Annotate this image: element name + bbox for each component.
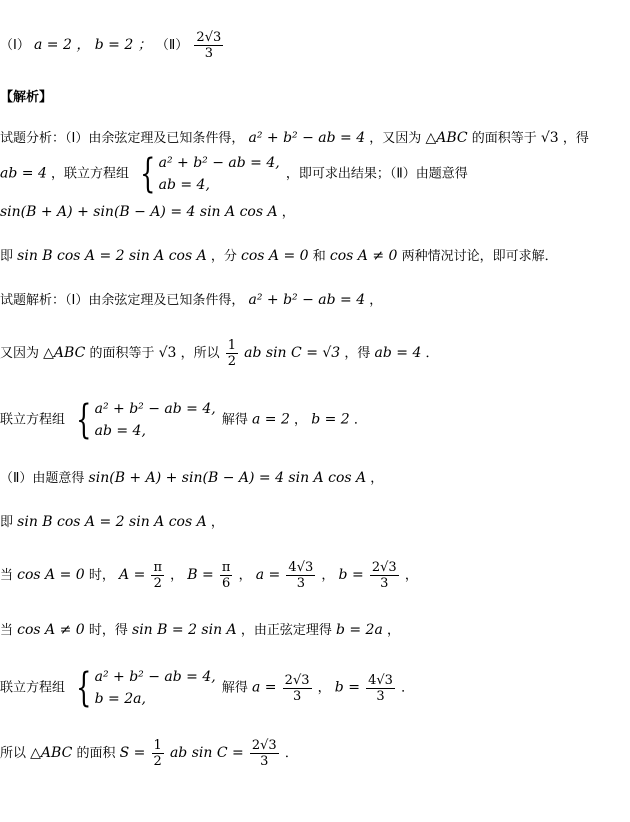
system-eq-1: a² + b² − ab = 4, bbox=[94, 401, 216, 417]
solution-text: ， bbox=[170, 568, 184, 583]
equation: sin(B + A) + sin(B − A) = 4 sin A cos A bbox=[0, 204, 278, 220]
triangle-symbol: △ABC bbox=[30, 745, 73, 761]
equation: B = bbox=[187, 567, 214, 583]
solution-text: ， bbox=[386, 623, 400, 638]
angle-b-fraction bbox=[220, 560, 233, 591]
solution-line-1 bbox=[0, 290, 382, 311]
system-eq-1: a² + b² − ab = 4, bbox=[94, 669, 216, 685]
side-b-fraction bbox=[370, 560, 399, 591]
area-result-fraction bbox=[250, 738, 279, 769]
left-brace-icon: { bbox=[140, 151, 156, 197]
solution-text: ，由正弦定理得 bbox=[240, 623, 332, 638]
equation: sin(B + A) + sin(B − A) = 4 sin A cos A bbox=[88, 470, 367, 486]
equation: b = bbox=[334, 679, 360, 696]
fraction-denominator: 3 bbox=[380, 576, 389, 591]
equation-system bbox=[71, 398, 216, 442]
analysis-text: ， bbox=[281, 205, 295, 220]
solution-text: ， bbox=[370, 471, 384, 486]
fraction-numerator: 2√3 bbox=[371, 560, 397, 575]
analysis-text: 和 bbox=[312, 249, 326, 264]
solution-line-5 bbox=[0, 512, 224, 533]
triangle-symbol: △ABC bbox=[425, 130, 468, 146]
solution-line-3 bbox=[0, 398, 367, 442]
equation: ab = 4 bbox=[0, 165, 47, 182]
fraction-denominator: 2 bbox=[153, 754, 162, 769]
equation: sin B cos A = 2 sin A cos A bbox=[17, 514, 207, 530]
equation: b = bbox=[338, 567, 364, 583]
solution-text: ． bbox=[425, 346, 439, 361]
fraction-numerator: 2√3 bbox=[251, 738, 277, 753]
solution-text: ． bbox=[353, 412, 367, 428]
solution-text: 又因为 bbox=[0, 346, 40, 361]
solution-text: ． bbox=[401, 680, 415, 696]
fraction-numerator: π bbox=[221, 560, 231, 575]
solution-text: ，得 bbox=[344, 346, 371, 361]
analysis-line-4 bbox=[0, 246, 558, 267]
triangle-symbol: △ABC bbox=[43, 345, 86, 361]
solution-text: ． bbox=[284, 746, 298, 761]
fraction-numerator: 2√3 bbox=[196, 30, 222, 45]
solution-text: 联立方程组 bbox=[0, 680, 66, 696]
fraction-numerator: 4√3 bbox=[368, 672, 393, 688]
fraction-numerator: 4√3 bbox=[288, 560, 314, 575]
equation: ab = 4 bbox=[374, 345, 422, 361]
system-eq-2: ab = 4, bbox=[94, 423, 146, 439]
fraction-denominator: 6 bbox=[222, 576, 231, 591]
analysis-line-3 bbox=[0, 202, 295, 223]
solution-line-9 bbox=[0, 738, 298, 769]
analysis-text: 即 bbox=[0, 249, 14, 264]
solution-text: 时，得 bbox=[88, 623, 128, 638]
equation: a = 2 bbox=[252, 411, 290, 428]
analysis-text: ，又因为 bbox=[369, 131, 422, 146]
solution-line-4 bbox=[0, 468, 383, 489]
part2-label: （Ⅱ） bbox=[155, 38, 189, 53]
solution-text: 试题解析：（Ⅰ）由余弦定理及已知条件得， bbox=[0, 293, 245, 308]
equation-system bbox=[135, 152, 280, 196]
left-brace-icon: { bbox=[76, 397, 92, 443]
solution-text: 当 bbox=[0, 568, 14, 583]
solution-text: 联立方程组 bbox=[0, 412, 66, 428]
equation: a = bbox=[255, 567, 281, 583]
solution-line-6 bbox=[0, 560, 418, 591]
fraction-denominator: 3 bbox=[376, 688, 385, 704]
fraction-denominator: 2 bbox=[227, 354, 236, 369]
solution-text: 时， bbox=[88, 568, 115, 583]
equation: b = 2a bbox=[335, 622, 383, 638]
left-brace-icon: { bbox=[76, 665, 92, 711]
solution-text: ， bbox=[210, 515, 224, 530]
sqrt-value: √3 bbox=[540, 130, 559, 146]
analysis-text: ，即可求出结果；（Ⅱ）由题意得 bbox=[285, 166, 468, 182]
solution-text: ，所以 bbox=[180, 346, 220, 361]
equation: cos A = 0 bbox=[241, 248, 309, 264]
system-eq-1: a² + b² − ab = 4, bbox=[158, 155, 280, 171]
equation: a² + b² − ab = 4 bbox=[248, 130, 366, 146]
fraction-numerator: 1 bbox=[153, 738, 162, 753]
solution-text: 解得 bbox=[221, 680, 248, 696]
part2-answer-fraction bbox=[194, 30, 223, 61]
fraction-denominator: 3 bbox=[296, 576, 305, 591]
solution-line-8 bbox=[0, 666, 414, 710]
fraction-denominator: 3 bbox=[292, 688, 302, 704]
equation: cos A ≠ 0 bbox=[17, 622, 85, 638]
side-b-fraction bbox=[366, 673, 395, 704]
analysis-text: ，联立方程组 bbox=[51, 166, 130, 182]
solution-text: ， bbox=[369, 293, 383, 308]
analysis-text: ，分 bbox=[210, 249, 237, 264]
solution-text: 的面积等于 bbox=[89, 346, 155, 361]
fraction-numerator: 1 bbox=[227, 338, 236, 353]
part1-answer: a = 2 ， b = 2 ； bbox=[33, 37, 152, 53]
equation: A = bbox=[119, 567, 146, 583]
solution-text: 当 bbox=[0, 623, 14, 638]
solution-text: 的面积 bbox=[76, 746, 116, 761]
half-fraction bbox=[152, 738, 164, 769]
fraction-denominator: 2 bbox=[153, 576, 162, 591]
solution-text: 即 bbox=[0, 515, 14, 530]
half-fraction bbox=[226, 338, 238, 369]
section-title: 【解析】 bbox=[0, 90, 53, 105]
angle-a-fraction bbox=[151, 560, 164, 591]
equation: ab sin C = bbox=[169, 745, 244, 761]
analysis-text: 试题分析：（Ⅰ）由余弦定理及已知条件得， bbox=[0, 131, 245, 146]
side-a-fraction bbox=[286, 560, 315, 591]
system-eq-2: ab = 4, bbox=[158, 177, 210, 193]
solution-text: 解得 bbox=[221, 412, 248, 428]
equation: cos A = 0 bbox=[17, 567, 85, 583]
system-eq-2: b = 2a, bbox=[94, 691, 146, 707]
fraction-numerator: 2√3 bbox=[284, 672, 310, 688]
equation: ab sin C = √3 bbox=[244, 345, 341, 361]
solution-text: ， bbox=[317, 680, 331, 696]
solution-text: 所以 bbox=[0, 746, 27, 761]
part1-label: （Ⅰ） bbox=[0, 38, 30, 53]
solution-text: ， bbox=[404, 568, 418, 583]
equation: a² + b² − ab = 4 bbox=[248, 292, 366, 308]
analysis-line-1 bbox=[0, 128, 589, 149]
solution-line-7 bbox=[0, 620, 400, 641]
fraction-denominator: 3 bbox=[260, 754, 269, 769]
equation-system bbox=[71, 666, 216, 710]
analysis-line-2 bbox=[0, 152, 468, 196]
solution-text: ， bbox=[321, 568, 335, 583]
analysis-text: ，得 bbox=[562, 131, 589, 146]
equation: a = bbox=[252, 679, 277, 696]
analysis-text: 两种情况讨论，即可求解． bbox=[401, 249, 558, 264]
side-a-fraction bbox=[283, 673, 312, 704]
solution-text: ， bbox=[238, 568, 252, 583]
equation: cos A ≠ 0 bbox=[329, 248, 398, 264]
equation: b = 2 bbox=[311, 411, 350, 428]
equation: S = bbox=[119, 745, 146, 761]
fraction-numerator: π bbox=[153, 560, 162, 575]
equation: sin B = 2 sin A bbox=[132, 622, 237, 638]
analysis-text: 的面积等于 bbox=[471, 131, 537, 146]
answer-line bbox=[0, 30, 225, 61]
solution-line-2 bbox=[0, 338, 439, 369]
solution-text: ， bbox=[294, 412, 308, 428]
solution-text: （Ⅱ）由题意得 bbox=[0, 471, 85, 486]
sqrt-value: √3 bbox=[158, 345, 177, 361]
equation: sin B cos A = 2 sin A cos A bbox=[17, 248, 207, 264]
fraction-denominator: 3 bbox=[204, 46, 213, 61]
